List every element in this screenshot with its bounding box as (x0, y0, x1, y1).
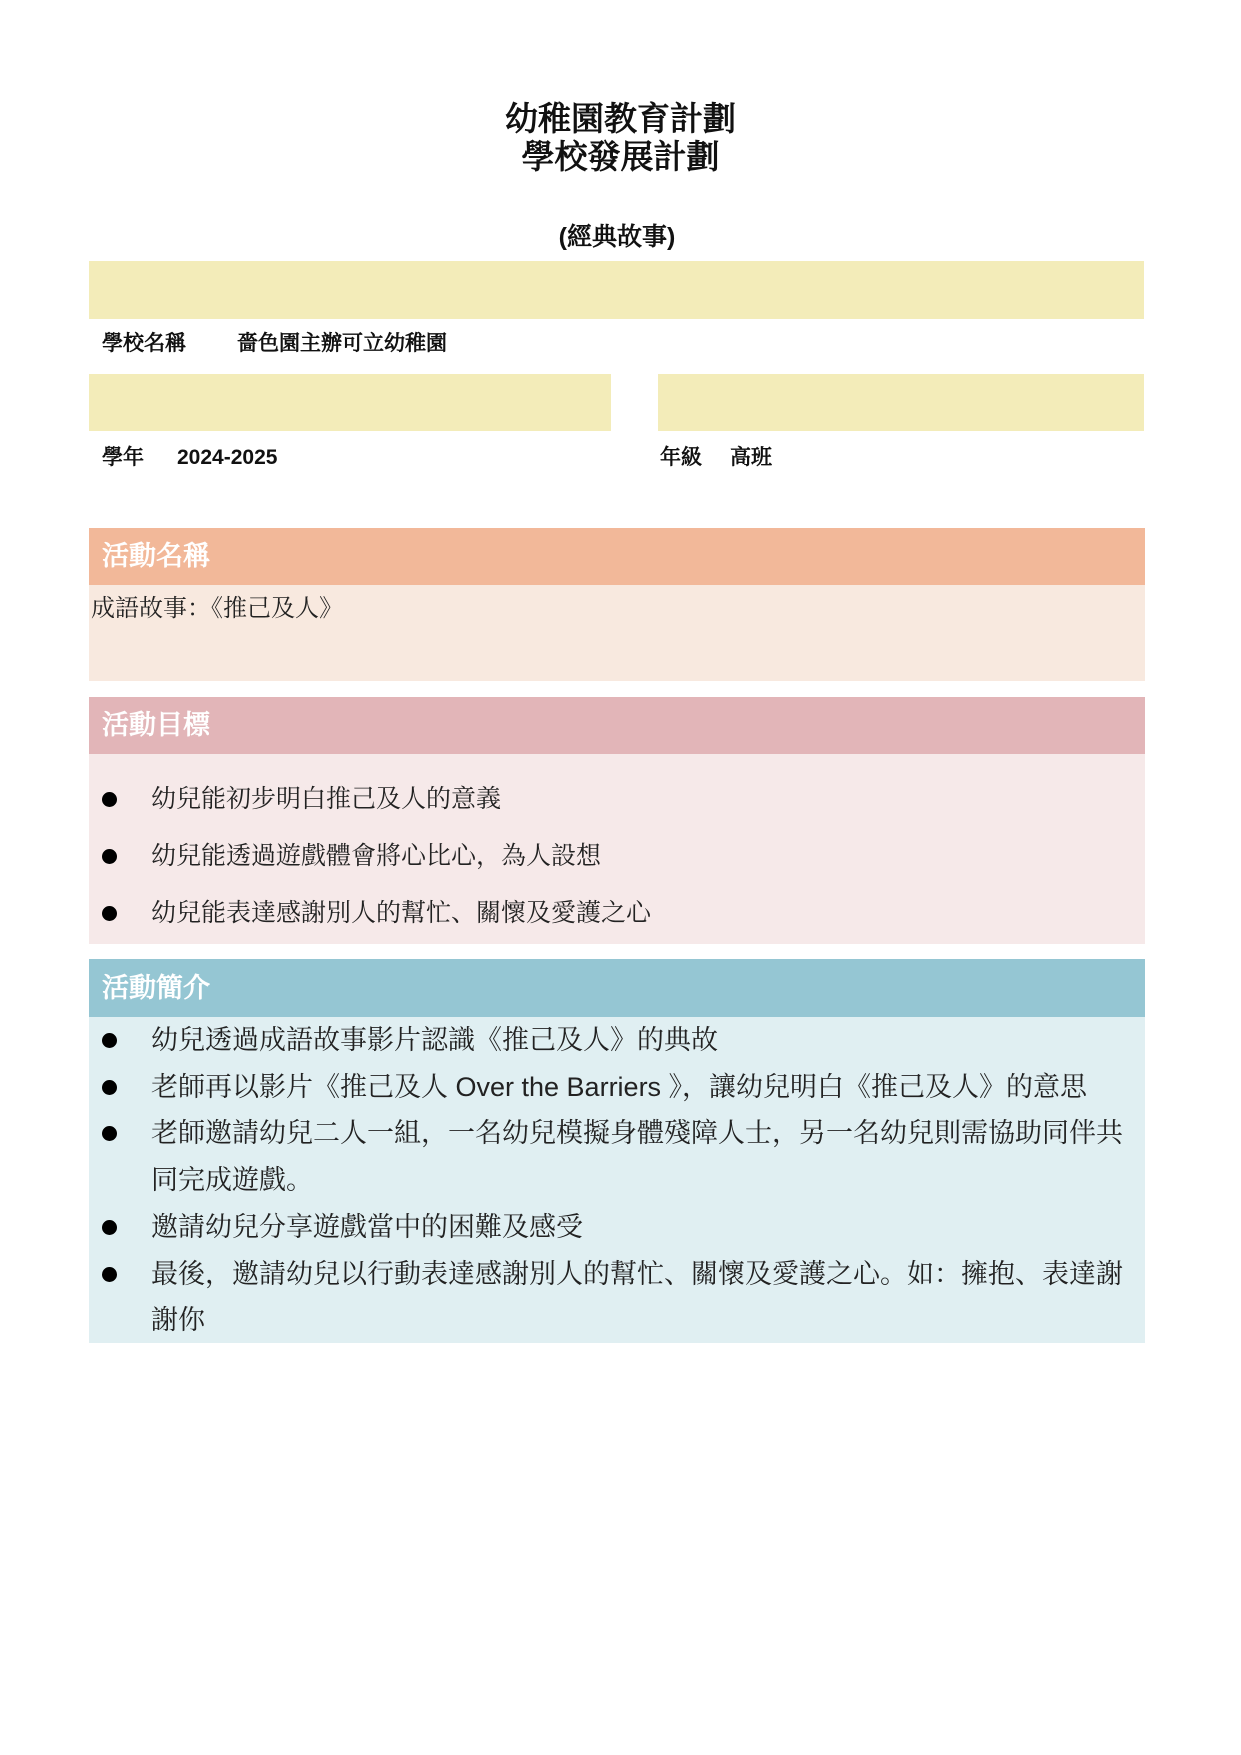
list-item-text: 幼兒能表達感謝別人的幫忙、關懷及愛護之心 (151, 899, 652, 927)
title-line-1: 幼稚園教育計劃 (505, 100, 736, 137)
document-subtitle: (經典故事) (558, 223, 676, 251)
list-item (151, 1251, 1135, 1344)
objectives-section (89, 697, 1145, 944)
list-item (151, 1204, 1135, 1251)
list-item (151, 1110, 1135, 1203)
list-item (151, 1017, 1135, 1064)
list-item-text: 老師邀請幼兒二人一組，一名幼兒模擬身體殘障人士，另一名幼兒則需協助同伴共同完成遊戲。 (151, 1118, 1123, 1196)
list-item-text: 最後，邀請幼兒以行動表達感謝別人的幫忙、關懷及愛護之心。如：擁抱、表達謝謝你 (151, 1258, 1123, 1336)
list-item-text: 老師再以影片《推己及人 Over the Barriers 》，讓幼兒明白《推己及人》的意思 (151, 1071, 1088, 1102)
list-item (151, 1064, 1135, 1111)
list-item-text: 幼兒透過成語故事影片認識《推己及人》的典故 (151, 1025, 718, 1055)
section-body-activity-name (89, 585, 1145, 681)
section-header-overview: 活動簡介 (89, 959, 1145, 1017)
activity-name-section (89, 528, 1145, 681)
list-item-text: 邀請幼兒分享遊戲當中的困難及感受 (151, 1211, 583, 1242)
school-year-field-bar (89, 374, 611, 431)
bullet-icon (102, 849, 117, 864)
bullet-icon (102, 1220, 117, 1235)
activity-name-text: 成語故事：《推己及人》 (91, 595, 343, 622)
grade-value: 高班 (730, 446, 772, 469)
title-line-2: 學校發展計劃 (521, 138, 720, 175)
section-header-activity-name: 活動名稱 (89, 528, 1145, 585)
bullet-icon (102, 1267, 117, 1282)
school-year-value: 2024-2025 (177, 446, 278, 469)
school-year-label: 學年 (102, 446, 144, 469)
overview-section (89, 959, 1145, 1343)
list-item (151, 885, 1135, 942)
document-title (0, 100, 1241, 176)
bullet-icon (102, 906, 117, 921)
school-name-value: 嗇色園主辦可立幼稚園 (237, 332, 447, 355)
grade-field-bar (658, 374, 1144, 431)
bullet-icon (102, 1126, 117, 1141)
list-item-text: 幼兒能初步明白推己及人的意義 (151, 785, 502, 813)
list-item-text: 幼兒能透過遊戲體會將心比心，為人設想 (151, 842, 602, 870)
school-name-label: 學校名稱 (102, 332, 186, 355)
grade-label: 年級 (660, 446, 702, 469)
bullet-icon (102, 792, 117, 807)
bullet-icon (102, 1080, 117, 1095)
list-item (151, 828, 1135, 885)
school-name-field-bar (89, 261, 1144, 319)
objectives-list (89, 754, 1145, 944)
list-item (151, 771, 1135, 828)
overview-list (89, 1017, 1145, 1343)
bullet-icon (102, 1033, 117, 1048)
section-header-objectives: 活動目標 (89, 697, 1145, 754)
